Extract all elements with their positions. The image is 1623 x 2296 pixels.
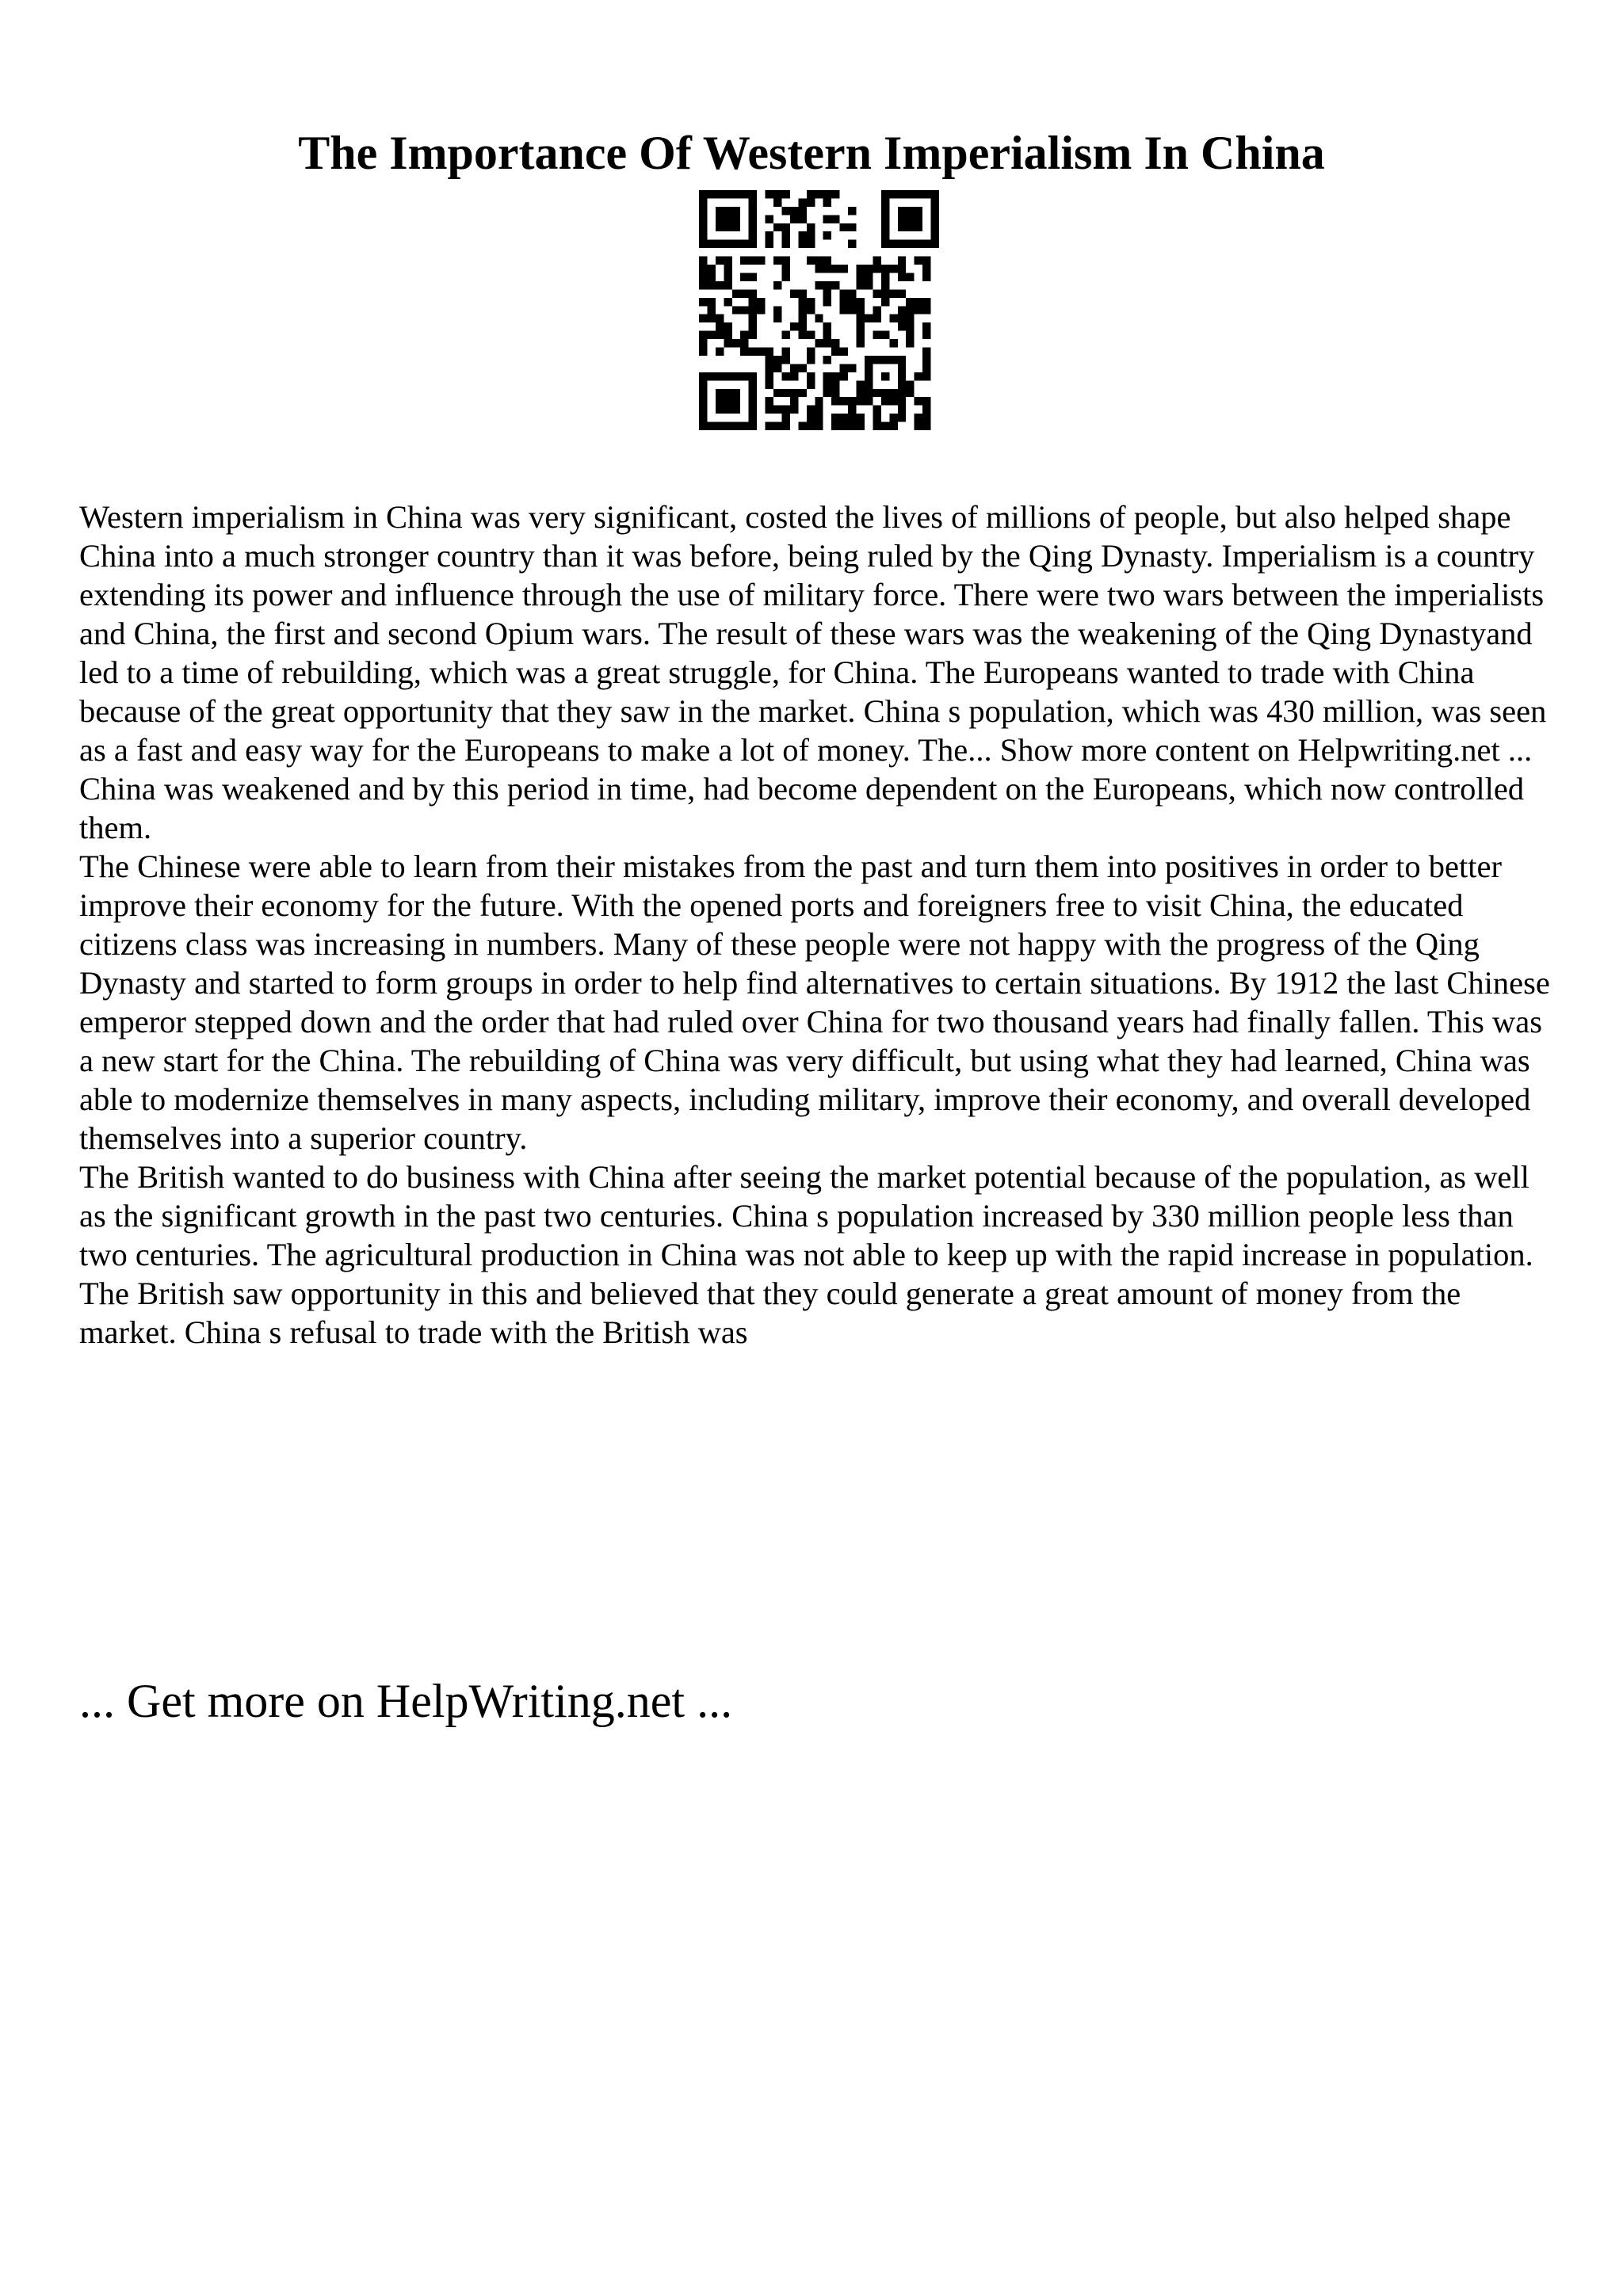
paragraph: China was weakened and by this period in time, had become dependent on the Europeans, which now controlled them.: [79, 771, 1525, 845]
get-more-link[interactable]: ... Get more on HelpWriting.net ...: [79, 1675, 733, 1727]
document-title: The Importance Of Western Imperialism In China: [298, 127, 1325, 180]
document-body: [79, 498, 1553, 1352]
paragraph: The Chinese were able to learn from their mistakes from the past and turn them into positives in order to better improve their economy for the future. With the opened ports and foreigners free to visit China, the educated citizens class was increasing in numbers. Many of these people were not happy with the progress of the Qing Dynasty and started to form groups in order to help find alternatives to certain situations. By 1912 the last Chinese emperor stepped down and the order that had ruled over China for two thousand years had finally fallen. This was a new start for the China. The rebuilding of China was very difficult, but using what they had learned, China was able to modernize themselves in many aspects, including military, improve their economy, and overall developed themselves into a superior country.: [79, 849, 1550, 1156]
qr-code-icon: [699, 190, 939, 430]
paragraph: Western imperialism in China was very significant, costed the lives of millions of people, but also helped shape China into a much stronger country than it was before, being ruled by the Qing Dynasty. Imperialism is a country extending its power and influence through the use of military force. There were two wars between the imperialists and China, the first and second Opium wars. The result of these wars was the weakening of the Qing Dynastyand led to a time of rebuilding, which was a great struggle, for China. The Europeans wanted to trade with China because of the great opportunity that they saw in the market. China s population, which was 430 million, was seen as a fast and easy way for the Europeans to make a lot of money. The... Show more content on Helpwriting.net ...: [79, 499, 1547, 768]
paragraph: The British wanted to do business with China after seeing the market potential because of the population, as well as the significant growth in the past two centuries. China s population increased by 330 million people less than two centuries. The agricultural production in China was not able to keep up with the rapid increase in population. The British saw opportunity in this and believed that they could generate a great amount of money from the market. China s refusal to trade with the British was: [79, 1159, 1533, 1350]
